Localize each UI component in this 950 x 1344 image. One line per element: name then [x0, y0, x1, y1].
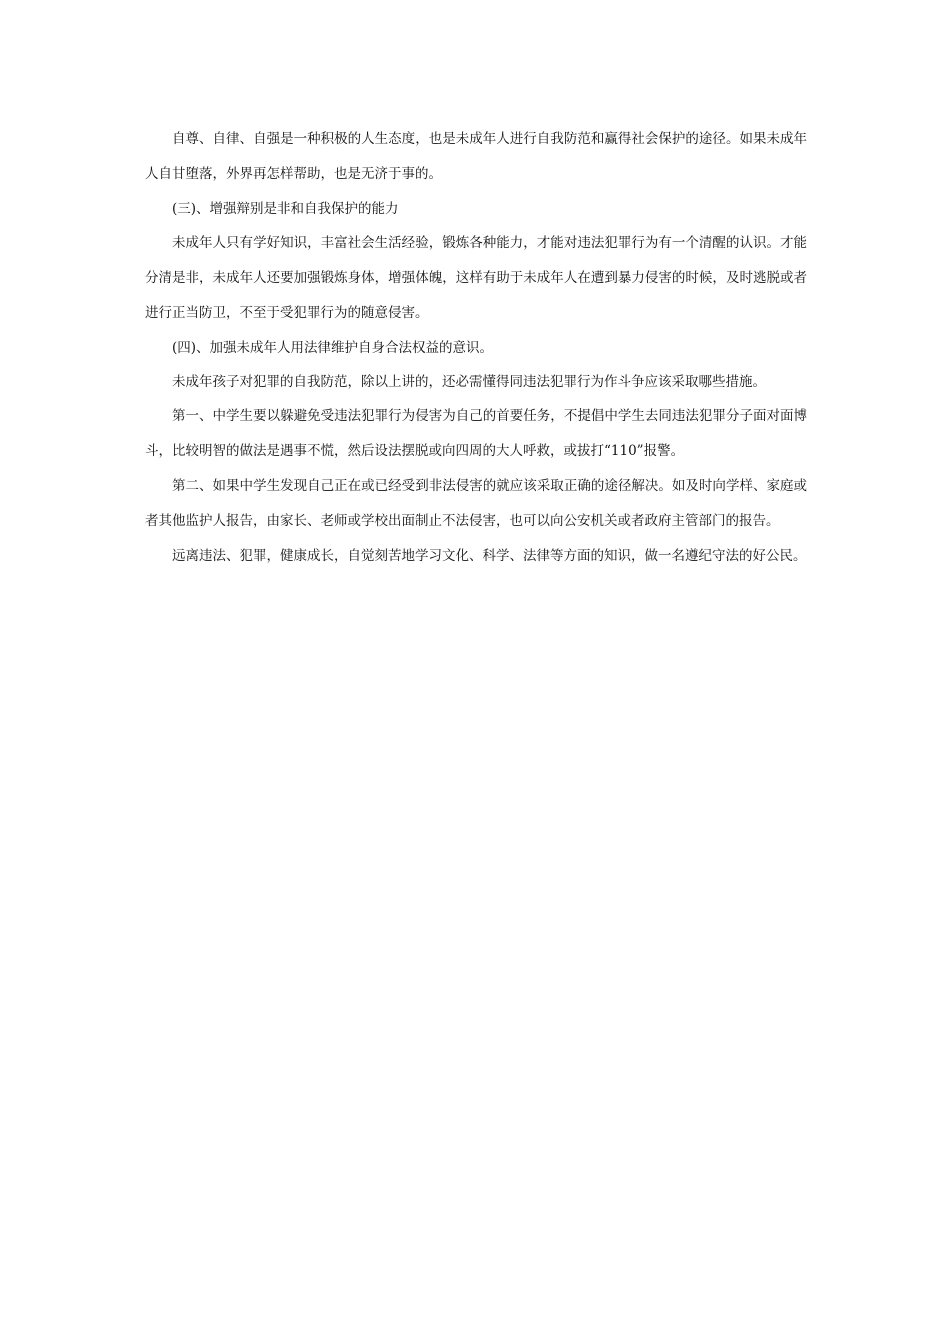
section-heading-4: (四)、加强未成年人用法律维护自身合法权益的意识。 — [172, 340, 494, 356]
paragraph-conclusion: 远离违法、犯罪，健康成长，自觉刻苦地学习文化、科学、法律等方面的知识，做一名遵纪守法的好公民。 — [172, 548, 807, 564]
paragraph-knowledge: 未成年人只有学好知识，丰富社会生活经验，锻炼各种能力，才能对违法犯罪行为有一个清醒的认识。才能分清是非，未成年人还要加强锻炼身体，增强体魄，这样有助于未成年人在遭到暴力侵害的时候，及时逃脱或者进行正当防卫，不至于受犯罪行为的随意侵害。 — [145, 235, 807, 321]
paragraph-first: 第一、中学生要以躲避免受违法犯罪行为侵害为自己的首要任务，不提倡中学生去同违法犯罪分子面对面博斗，比较明智的做法是遇事不慌，然后设法摆脱或向四周的大人呼救，或拔打“110”报警。 — [145, 408, 807, 459]
paragraph-second: 第二、如果中学生发现自己正在或已经受到非法侵害的就应该采取正确的途径解决。如及时向学样、家庭或者其他监护人报告，由家长、老师或学校出面制止不法侵害，也可以向公安机关或者政府主管部门的报告。 — [145, 478, 807, 529]
paragraph-self-respect: 自尊、自律、自强是一种积极的人生态度，也是未成年人进行自我防范和赢得社会保护的途径。如果未成年人自甘堕落，外界再怎样帮助，也是无济于事的。 — [145, 131, 807, 182]
section-heading-3: (三)、增强辩别是非和自我保护的能力 — [172, 201, 399, 217]
paragraph-self-defense: 未成年孩子对犯罪的自我防范，除以上讲的，还必需懂得同违法犯罪行为作斗争应该采取哪些措施。 — [172, 374, 766, 390]
document-body — [145, 122, 807, 574]
